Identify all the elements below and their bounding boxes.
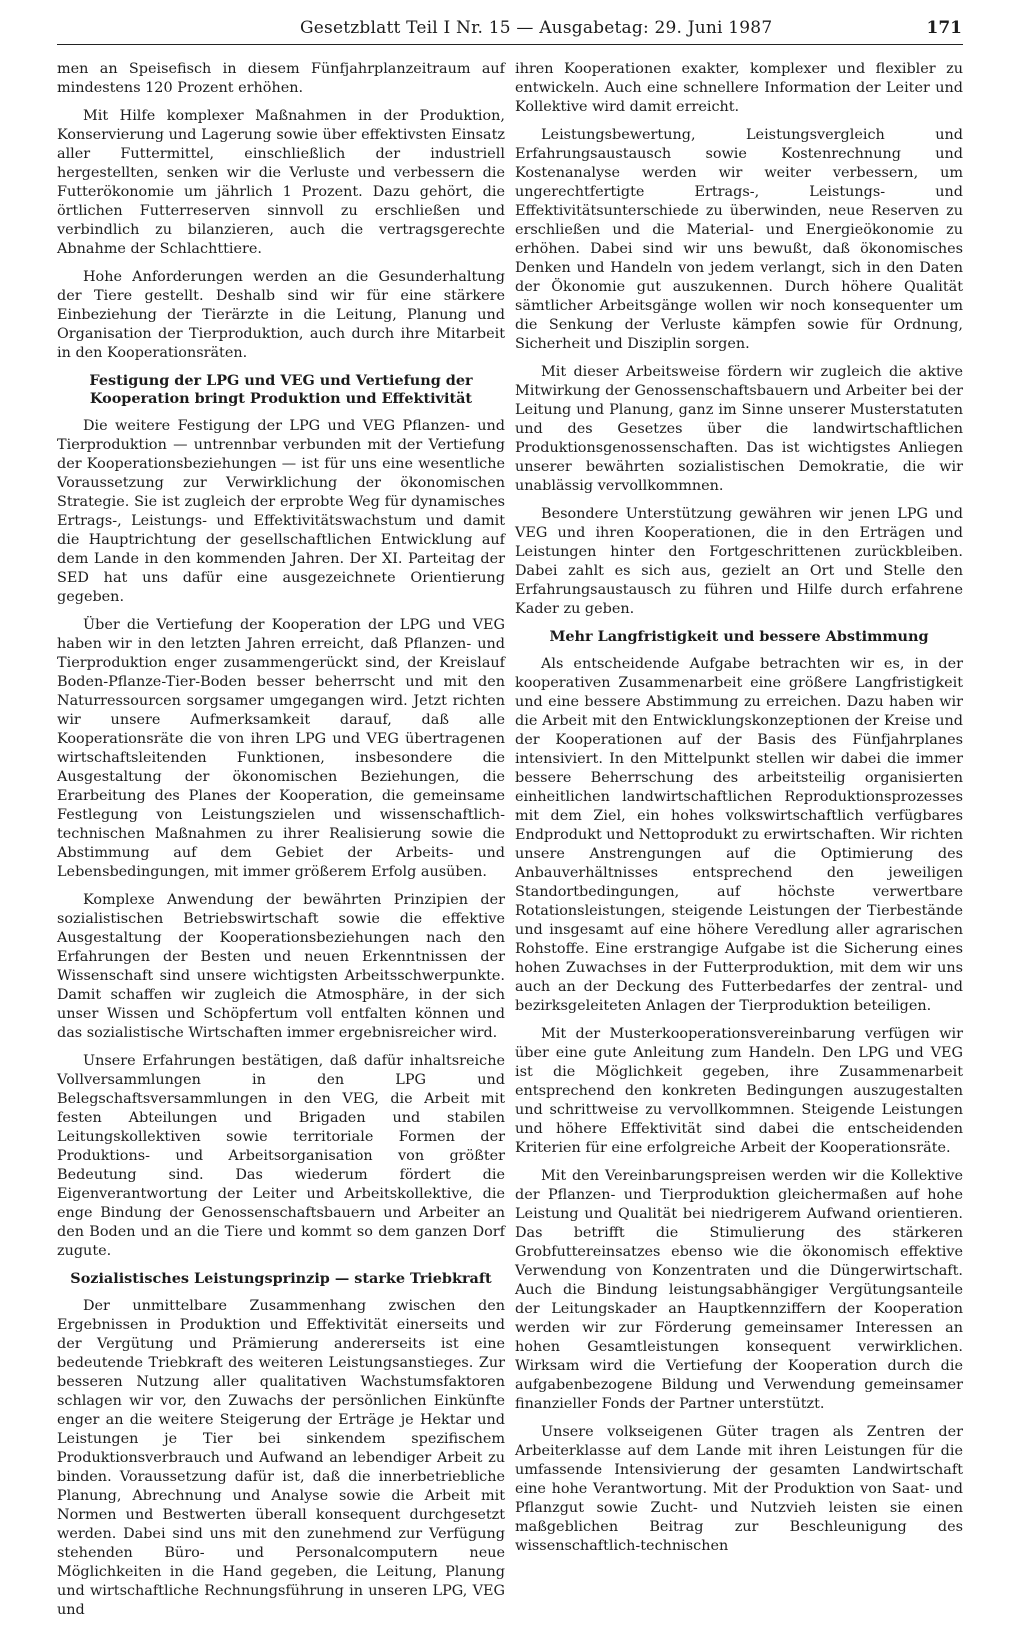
paragraph: Über die Vertiefung der Kooperation der LPG und VEG haben wir in den letzten Jahren erreicht, daß Pflanzen- und Tierproduktion enger zusammengerückt sind, der Kreislauf Boden-Pflanze-Tier-Boden besser beherrscht und mit den Naturressourcen sorgsamer umgegangen wird. Jetzt richten wir unsere Aufmerksamkeit darauf, daß alle Kooperationsräte die von ihren LPG und VEG übertragenen wirtschaftsleitenden Funktionen, insbesondere die Ausgestaltung der ökonomischen Beziehungen, die Erarbeitung des Planes der Kooperation, die gemeinsame Festlegung von Leistungszielen und wissenschaftlich-technischen Maßnahmen zu ihrer Realisierung sowie die Abstimmung auf dem Gebiet der Arbeits- und Lebensbedingungen, mit immer größerem Erfolg ausüben. — [57, 617, 505, 880]
paragraph: Mit Hilfe komplexer Maßnahmen in der Produktion, Konservierung und Lagerung sowie über effektivsten Einsatz aller Futtermittel, einschließlich der industriell hergestellten, senken wir die Verluste und verbessern die Futterökonomie um jährlich 1 Prozent. Dazu gehört, die örtlichen Futterreserven sinnvoll zu erschließen und verbindlich zu bilanzieren, auch die vertragsgerechte Abnahme der Schlachttiere. — [57, 108, 505, 257]
left-column — [57, 60, 505, 1629]
paragraph: Leistungsbewertung, Leistungsvergleich und Erfahrungsaustausch sowie Kostenrechnung und Kostenanalyse werden wir weiter verbessern, um ungerechtfertigte Ertrags-, Leistungs- und Effektivitätsunterschiede zu überwinden, neue Reserven zu erschließen und die Material- und Energieökonomie zu erhöhen. Dabei sind wir uns bewußt, daß ökonomisches Denken und Handeln von jedem verlangt, sich in den Daten der Ökonomie gut auszukennen. Durch höhere Qualität sämtlicher Arbeitsgänge wollen wir noch konsequenter um die Senkung der Verluste kämpfen sowie für Ordnung, Sicherheit und Disziplin sorgen. — [515, 127, 963, 352]
page-header — [300, 18, 970, 44]
header-rule — [57, 44, 963, 45]
paragraph: ihren Kooperationen exakter, komplexer und flexibler zu entwickeln. Auch eine schnellere Information der Leiter und Kollektive wird damit erreicht. — [515, 61, 963, 115]
paragraph: Der unmittelbare Zusammenhang zwischen den Ergebnissen in Produktion und Effektivität einerseits und der Vergütung und Prämierung andererseits ist eine bedeutende Triebkraft des weiteren Leistungsanstieges. Zur besseren Nutzung aller qualitativen Wachstumsfaktoren schlagen wir vor, den Zuwachs der persönlichen Einkünfte enger an die weitere Steigerung der Erträge je Hektar und Leistungen je Tier bei sinkendem spezifischem Produktionsverbrauch und Aufwand an lebendiger Arbeit zu binden. Voraussetzung dafür ist, daß die innerbetriebliche Planung, Abrechnung und Analyse sowie die Arbeit mit Normen und Bestwerten überall konsequent durchgesetzt werden. Dabei sind uns mit den zunehmend zur Verfügung stehenden Büro- und Personalcomputern neue Möglichkeiten in die Hand gegeben, die Leitung, Planung und wirtschaftliche Rechnungsführung in unseren LPG, VEG und — [57, 1298, 505, 1618]
paragraph: Mit der Musterkooperationsvereinbarung verfügen wir über eine gute Anleitung zum Handeln. Den LPG und VEG ist die Möglichkeit gegeben, ihre Zusammenarbeit entsprechend den konkreten Bedingungen auszugestalten und schrittweise zu vervollkommnen. Steigende Leistungen und höhere Effektivität sind dabei die entscheidenden Kriterien für eine erfolgreiche Arbeit der Kooperationsräte. — [515, 1026, 963, 1156]
section-heading: Mehr Langfristigkeit und bessere Abstimmung — [549, 628, 929, 645]
paragraph: Unsere volkseigenen Güter tragen als Zentren der Arbeiterklasse auf dem Lande mit ihren Leistungen für die umfassende Intensivierung der gesamten Landwirtschaft eine hohe Verantwortung. Mit der Produktion von Saat- und Pflanzgut sowie Zucht- und Nutzvieh leisten sie einen maßgeblichen Beitrag zur Beschleunigung des wissenschaftlich-technischen — [515, 1424, 963, 1554]
paragraph: Mit dieser Arbeitsweise fördern wir zugleich die aktive Mitwirkung der Genossenschaftsbauern und Arbeiter bei der Leitung und Planung, ganz im Sinne unserer Musterstatuten und des Gesetzes über die landwirtschaftlichen Produktionsgenossenschaften. Das ist wichtigstes Anliegen unserer bewährten sozialistischen Demokratie, die wir unablässig vervollkommnen. — [515, 364, 963, 494]
header-title: Gesetzblatt Teil I Nr. 15 — Ausgabetag: 29. Juni 1987 — [300, 18, 773, 38]
paragraph: men an Speisefisch in diesem Fünfjahrplanzeitraum auf mindestens 120 Prozent erhöhen. — [57, 61, 505, 96]
page-number: 171 — [926, 18, 962, 38]
paragraph: Besondere Unterstützung gewähren wir jenen LPG und VEG und ihren Kooperationen, die in den Erträgen und Leistungen hinter den Fortgeschrittenen zurückbleiben. Dabei zahlt es sich aus, gezielt an Ort und Stelle den Erfahrungsaustausch zu führen und Hilfe durch erfahrene Kader zu geben. — [515, 506, 963, 617]
paragraph: Mit den Vereinbarungspreisen werden wir die Kollektive der Pflanzen- und Tierproduktion gleichermaßen auf hohe Leistung und Qualität bei niedrigerem Aufwand orientieren. Das betrifft die Stimulierung des stärkeren Grobfuttereinsatzes ebenso wie die ökonomisch effektive Verwendung von Konzentraten und die Düngerwirtschaft. Auch die Bindung leistungsabhängiger Vergütungsanteile der Leitungskader an Hauptkennziffern der Kooperation werden wir zur Förderung gemeinsamer Interessen an hohen Gesamtleistungen konsequent verwirklichen. Wirksam wird die Vertiefung der Kooperation durch die aufgabenbezogene Bildung und Verwendung gemeinsamer finanzieller Fonds der Partner unterstützt. — [515, 1168, 963, 1412]
paragraph: Hohe Anforderungen werden an die Gesunderhaltung der Tiere gestellt. Deshalb sind wir für eine stärkere Einbeziehung der Tierärzte in die Leitung, Planung und Organisation der Tierproduktion, auch durch ihre Mitarbeit in den Kooperationsräten. — [57, 269, 505, 361]
paragraph: Komplexe Anwendung der bewährten Prinzipien der sozialistischen Betriebswirtschaft sowie die effektive Ausgestaltung der Kooperationsbeziehungen nach den Erfahrungen der Besten und neuen Erkenntnissen der Wissenschaft sind unsere wichtigsten Arbeitsschwerpunkte. Damit schaffen wir zugleich die Atmosphäre, in der sich unser Wissen und Schöpfertum voll entfalten können und das sozialistische Wirtschaften immer ergebnisreicher wird. — [57, 892, 505, 1041]
paragraph: Unsere Erfahrungen bestätigen, daß dafür inhaltsreiche Vollversammlungen in den LPG und Belegschaftsversammlungen in den VEG, die Arbeit mit festen Abteilungen und Brigaden und stabilen Leitungskollektiven sowie territoriale Formen der Produktions- und Arbeitsorganisation von größter Bedeutung sind. Das wiederum fördert die Eigenverantwortung der Leiter und Arbeitskollektive, die enge Bindung der Genossenschaftsbauern und Arbeiter an den Boden und an die Tiere und kommt so dem ganzen Dorf zugute. — [57, 1053, 505, 1259]
right-column — [515, 60, 963, 1565]
paragraph: Die weitere Festigung der LPG und VEG Pflanzen- und Tierproduktion — untrennbar verbunden mit der Vertiefung der Kooperationsbeziehungen — ist für uns eine wesentliche Voraussetzung zur Verwirklichung der ökonomischen Strategie. Sie ist zugleich der erprobte Weg für dynamisches Ertrags-, Leistungs- und Effektivitätswachstum und damit die Hauptrichtung der gesellschaftlichen Entwicklung auf dem Lande in den kommenden Jahren. Der XI. Parteitag der SED hat uns dafür eine ausgezeichnete Orientierung gegeben. — [57, 418, 505, 605]
paragraph: Als entscheidende Aufgabe betrachten wir es, in der kooperativen Zusammenarbeit eine größere Langfristigkeit und eine bessere Abstimmung zu erreichen. Dazu haben wir die Arbeit mit den Entwicklungskonzeptionen der Kreise und der Kooperationen auf der Basis des Fünfjahrplanes intensiviert. In den Mittelpunkt stellen wir dabei die immer bessere Beherrschung des arbeitsteilig organisierten einheitlichen landwirtschaftlichen Reproduktionsprozesses mit dem Ziel, ein hohes volkswirtschaftlich verfügbares Endprodukt und Nettoprodukt zu erwirtschaften. Wir richten unsere Anstrengungen auf die Optimierung des Anbauverhältnisses entsprechend den jeweiligen Standortbedingungen, auf höchste verwertbare Rotationsleistungen, steigende Leistungen der Tierbestände und insgesamt auf eine höhere Veredlung aller agrarischen Rohstoffe. Eine erstrangige Aufgabe ist die Sicherung eines hohen Zuwachses in der Futterproduktion, mit dem wir uns auch an der Deckung des Futterbedarfes der zentral- und bezirksgeleiteten Anlagen der Tierproduktion beteiligen. — [515, 656, 963, 1014]
section-heading: Festigung der LPG und VEG und Vertiefung der Kooperation bringt Produktion und Effektivität — [89, 372, 473, 407]
section-heading: Sozialistisches Leistungsprinzip — starke Triebkraft — [70, 1270, 492, 1287]
